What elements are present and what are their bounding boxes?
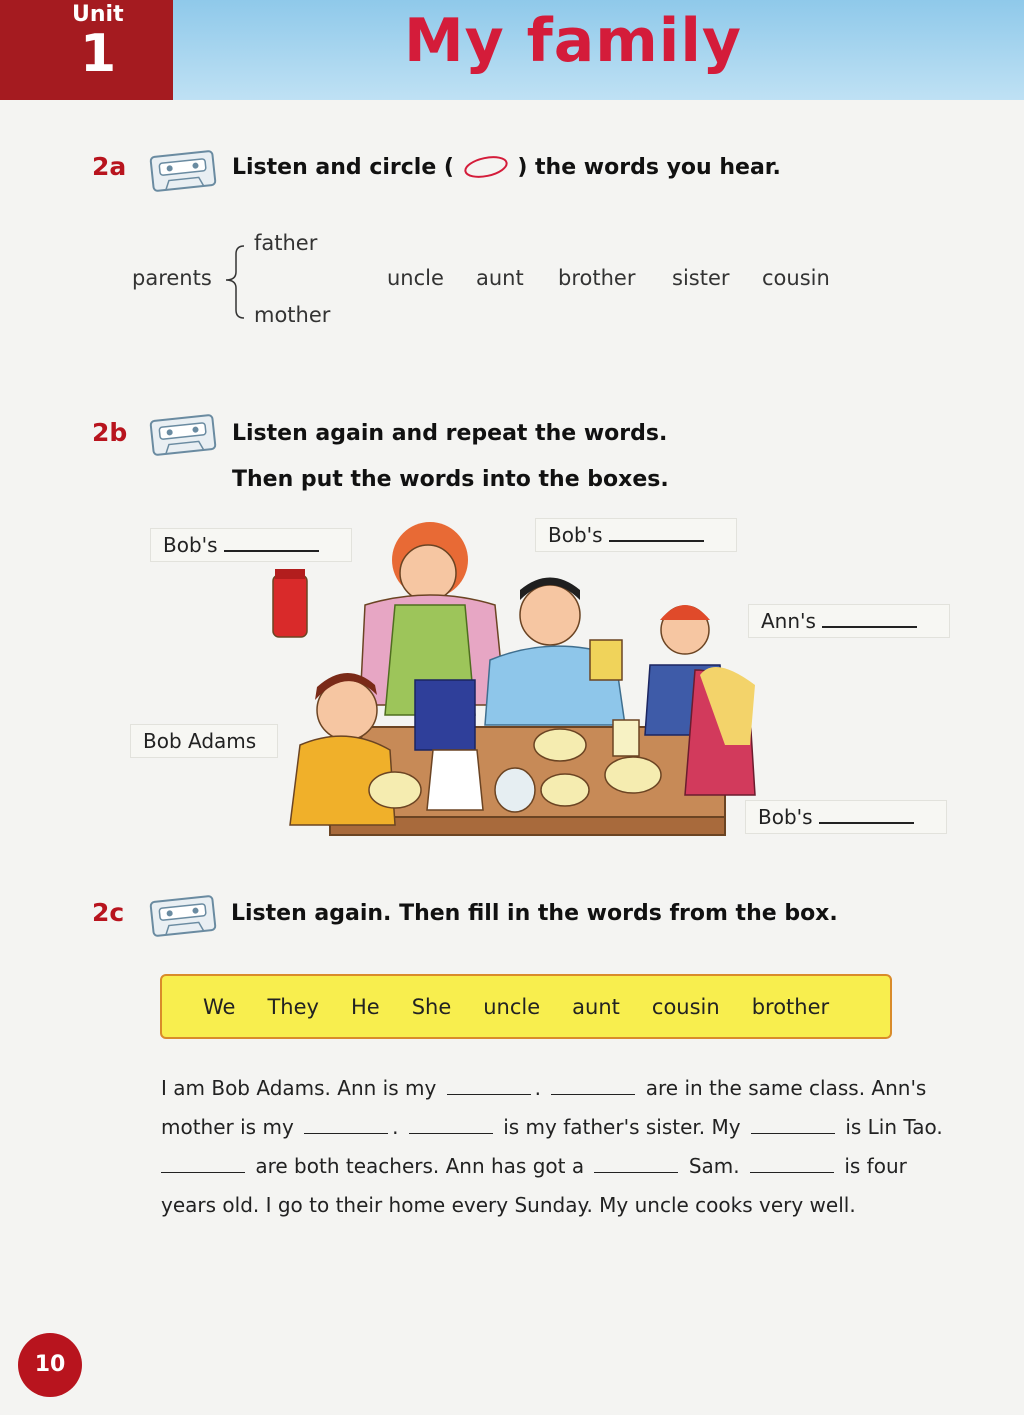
text-segment: is Lin Tao. xyxy=(845,1115,943,1139)
word-box-we: We xyxy=(203,994,236,1019)
label-box-1-text: Bob's xyxy=(163,533,218,557)
word-box-brother: brother xyxy=(751,994,830,1019)
text-segment: are both teachers. Ann has got a xyxy=(255,1154,585,1178)
text-segment: is four xyxy=(844,1154,907,1178)
page-number: 10 xyxy=(18,1333,82,1397)
answer-blank[interactable] xyxy=(161,1172,245,1173)
answer-blank[interactable] xyxy=(822,626,917,628)
label-box-5-text: Bob's xyxy=(758,805,813,829)
oval-circle-icon xyxy=(462,156,510,178)
answer-blank[interactable] xyxy=(751,1133,835,1134)
text-segment: is my father's sister. My xyxy=(503,1115,741,1139)
exercise-2c-number: 2c xyxy=(92,898,125,927)
cassette-tape-icon xyxy=(148,148,218,194)
word-mother: mother xyxy=(254,303,331,327)
label-box-3[interactable] xyxy=(748,604,950,638)
answer-blank[interactable] xyxy=(447,1094,531,1095)
cassette-tape-icon xyxy=(148,412,218,458)
word-box-uncle: uncle xyxy=(483,994,541,1019)
word-box-she: She xyxy=(411,994,452,1019)
exercise-2a-instruction xyxy=(232,155,781,180)
answer-blank[interactable] xyxy=(551,1094,635,1095)
answer-blank[interactable] xyxy=(224,550,319,552)
unit-number: 1 xyxy=(80,24,117,84)
word-uncle: uncle xyxy=(387,266,444,290)
word-box-he: He xyxy=(350,994,380,1019)
word-cousin: cousin xyxy=(762,266,830,290)
exercise-2c-instruction: Listen again. Then fill in the words from the box. xyxy=(231,901,838,926)
brace-icon xyxy=(218,242,248,322)
answer-blank[interactable] xyxy=(409,1133,493,1134)
paragraph-line-1 xyxy=(161,1069,926,1108)
word-brother: brother xyxy=(558,266,636,290)
text-segment: . xyxy=(534,1076,542,1100)
text-segment: I am Bob Adams. Ann is my xyxy=(161,1076,437,1100)
text-segment: mother is my xyxy=(161,1115,294,1139)
paragraph-line-4 xyxy=(161,1186,856,1225)
unit-label: Unit xyxy=(72,2,124,27)
text-segment: are in the same class. Ann's xyxy=(645,1076,927,1100)
answer-blank[interactable] xyxy=(609,540,704,542)
answer-blank[interactable] xyxy=(750,1172,834,1173)
paragraph-line-3 xyxy=(161,1147,907,1186)
label-box-1[interactable] xyxy=(150,528,352,562)
word-aunt: aunt xyxy=(476,266,524,290)
word-father: father xyxy=(254,231,318,255)
word-box-cousin: cousin xyxy=(651,994,720,1019)
word-box-aunt: aunt xyxy=(572,994,620,1019)
label-box-5[interactable] xyxy=(745,800,947,834)
exercise-2b-instruction-2: Then put the words into the boxes. xyxy=(232,467,669,492)
text-segment: years old. I go to their home every Sunday. My uncle cooks very well. xyxy=(161,1193,856,1217)
answer-blank[interactable] xyxy=(304,1133,388,1134)
word-box-they: They xyxy=(267,994,319,1019)
label-box-2-text: Bob's xyxy=(548,523,603,547)
exercise-2b-number: 2b xyxy=(92,418,128,447)
text-segment: Sam. xyxy=(688,1154,740,1178)
label-box-4 xyxy=(130,724,278,758)
instruction-text-b: ) the words you hear. xyxy=(517,155,781,180)
label-box-4-text: Bob Adams xyxy=(143,729,257,753)
word-box xyxy=(160,974,892,1039)
instruction-text-a: Listen and circle ( xyxy=(232,155,454,180)
exercise-2a-number: 2a xyxy=(92,152,127,181)
answer-blank[interactable] xyxy=(819,822,914,824)
exercise-2b-instruction-1: Listen again and repeat the words. xyxy=(232,421,668,446)
cassette-tape-icon xyxy=(148,893,218,939)
page-title: My family xyxy=(403,6,743,76)
paragraph-line-2 xyxy=(161,1108,943,1147)
word-sister: sister xyxy=(672,266,730,290)
answer-blank[interactable] xyxy=(594,1172,678,1173)
label-box-2[interactable] xyxy=(535,518,737,552)
label-box-3-text: Ann's xyxy=(761,609,816,633)
parents-label: parents xyxy=(132,266,212,290)
text-segment: . xyxy=(392,1115,399,1139)
